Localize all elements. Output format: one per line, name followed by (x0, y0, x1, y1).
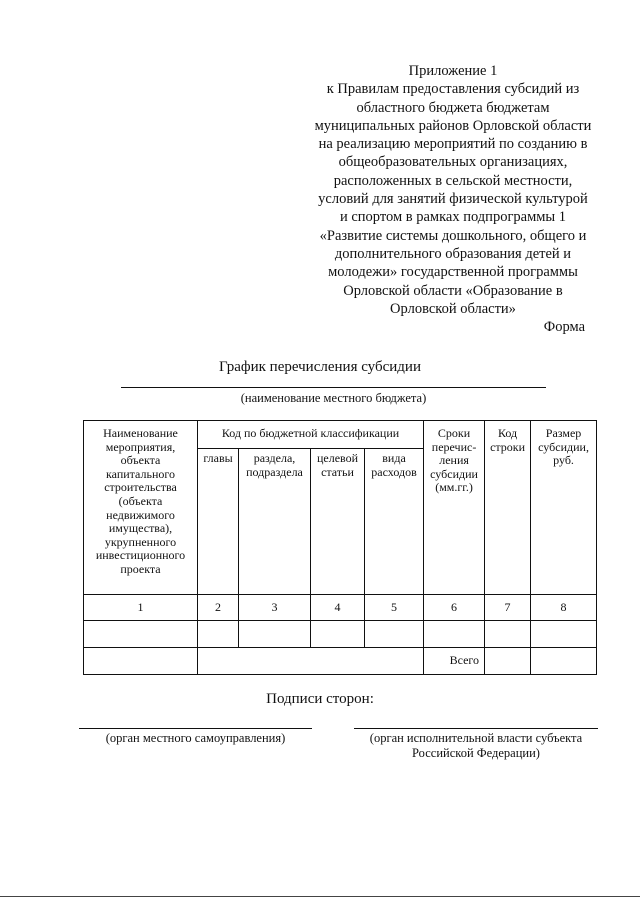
column-number: 2 (198, 595, 239, 621)
header-text: подраздела (246, 464, 303, 479)
appendix-line: молодежи» государственной программы (328, 264, 578, 281)
header-text: целевой (316, 451, 359, 465)
header-chapter (198, 449, 239, 595)
header-text: раздела, (253, 451, 296, 465)
column-number: 5 (365, 595, 424, 621)
appendix-line: общеобразовательных организациях, (338, 154, 568, 171)
header-expense-type (365, 449, 424, 595)
header-subsidy-amount (531, 421, 597, 595)
total-label: Всего (424, 648, 485, 675)
total-amount-cell[interactable] (531, 648, 597, 675)
empty-cell[interactable] (485, 621, 531, 648)
column-number: 3 (239, 595, 311, 621)
header-text: перечис- (431, 439, 477, 454)
header-text: укрупненного (104, 534, 177, 549)
header-text: субсидии, (538, 439, 589, 454)
header-text: Код (497, 426, 518, 440)
header-text: вида (382, 451, 406, 465)
appendix-line: расположенных в сельской местности, (333, 172, 573, 189)
header-line-code (485, 421, 531, 595)
appendix-line: Орловской области «Образование в (343, 282, 563, 299)
header-text: мероприятия, (105, 439, 176, 454)
bottom-divider (0, 896, 640, 897)
column-number-row (84, 595, 597, 621)
budget-name-caption: (наименование местного бюджета) (240, 391, 427, 405)
header-text: (объекта (118, 493, 163, 508)
appendix-line: условий для занятий физической культурой (318, 191, 588, 208)
page-title: График перечисления субсидии (219, 359, 421, 375)
header-text: объекта (120, 453, 161, 468)
header-text: капитального (106, 466, 175, 481)
header-transfer-terms (424, 421, 485, 595)
empty-cell[interactable] (198, 621, 239, 648)
form-label: Форма (543, 319, 585, 335)
column-number: 6 (424, 595, 485, 621)
empty-cell[interactable] (311, 621, 365, 648)
header-text: (мм.гг.) (435, 480, 473, 495)
column-number: 8 (531, 595, 597, 621)
appendix-line: на реализацию мероприятий по созданию в (318, 136, 588, 153)
empty-cell[interactable] (365, 621, 424, 648)
empty-cell[interactable] (424, 621, 485, 648)
column-number: 7 (485, 595, 531, 621)
empty-cell[interactable] (84, 621, 198, 648)
header-text: строительства (104, 480, 177, 495)
appendix-header (296, 62, 610, 318)
appendix-line: Приложение 1 (408, 63, 498, 79)
header-text: статьи (321, 464, 354, 479)
header-text: Сроки (437, 426, 471, 440)
appendix-line: муниципальных районов Орловской области (314, 117, 592, 134)
header-text: строки (490, 439, 526, 454)
header-text: Размер (545, 426, 582, 440)
header-section (239, 449, 311, 595)
signatures-title: Подписи сторон: (266, 691, 374, 707)
subsidy-schedule-table (83, 420, 597, 675)
header-text: главы (203, 451, 233, 465)
appendix-line: областного бюджета бюджетам (356, 99, 550, 116)
budget-name-line[interactable] (121, 387, 546, 388)
appendix-line: Орловской области» (390, 300, 516, 317)
local-authority-caption: (орган местного самоуправления) (105, 731, 286, 745)
local-authority-signature-line[interactable] (79, 728, 312, 729)
header-object-name (84, 421, 198, 595)
appendix-line: к Правилам предоставления субсидий из (326, 81, 580, 98)
header-text: руб. (553, 453, 574, 468)
regional-authority-caption (354, 731, 598, 761)
header-text: Наименование (103, 426, 178, 440)
header-text: инвестиционного (95, 548, 186, 563)
header-text: субсидии (430, 466, 478, 481)
appendix-line: «Развитие системы дошкольного, общего и (319, 227, 587, 244)
appendix-line: дополнительного образования детей и (334, 245, 572, 262)
header-budget-code: Код по бюджетной классификации (198, 421, 424, 449)
header-text: недвижимого (106, 507, 175, 522)
caption-line: (орган исполнительной власти субъекта (369, 731, 583, 745)
header-text: ления (439, 453, 469, 468)
table-row (84, 621, 597, 648)
header-text: проекта (120, 561, 161, 576)
empty-cell[interactable] (84, 648, 198, 675)
appendix-line: и спортом в рамках подпрограммы 1 (339, 209, 567, 226)
empty-cell[interactable] (531, 621, 597, 648)
empty-cell[interactable] (239, 621, 311, 648)
header-target-item (311, 449, 365, 595)
column-number: 4 (311, 595, 365, 621)
empty-cell[interactable] (485, 648, 531, 675)
column-number: 1 (84, 595, 198, 621)
header-text: имущества), (108, 521, 173, 536)
total-row (84, 648, 597, 675)
empty-cell[interactable] (198, 648, 424, 675)
regional-authority-signature-line[interactable] (354, 728, 598, 729)
caption-line: Российской Федерации) (412, 746, 540, 760)
header-text: расходов (371, 464, 417, 479)
